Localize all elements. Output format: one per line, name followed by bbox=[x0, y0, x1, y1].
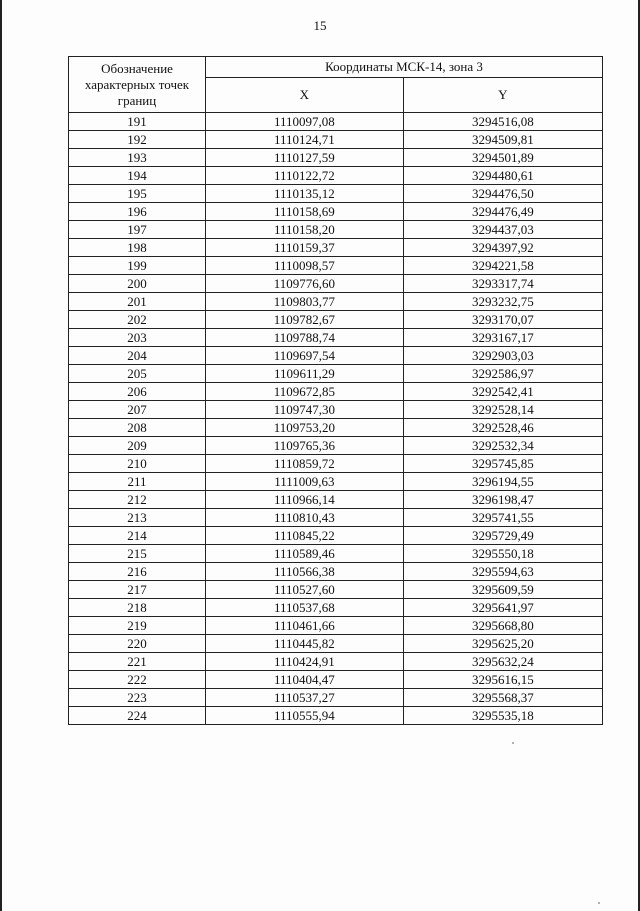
table-row bbox=[69, 383, 603, 401]
cell-y: 3296194,55 bbox=[403, 473, 602, 491]
cell-y: 3295594,63 bbox=[403, 563, 602, 581]
cell-y: 3293317,74 bbox=[403, 275, 602, 293]
cell-point-number: 210 bbox=[69, 455, 206, 473]
coordinates-table bbox=[68, 56, 603, 725]
cell-x: 1109788,74 bbox=[206, 329, 404, 347]
table-row bbox=[69, 311, 603, 329]
cell-point-number: 207 bbox=[69, 401, 206, 419]
cell-y: 3292532,34 bbox=[403, 437, 602, 455]
cell-point-number: 192 bbox=[69, 131, 206, 149]
table-row bbox=[69, 491, 603, 509]
cell-point-number: 200 bbox=[69, 275, 206, 293]
table-row bbox=[69, 653, 603, 671]
cell-x: 1109611,29 bbox=[206, 365, 404, 383]
cell-point-number: 208 bbox=[69, 419, 206, 437]
cell-x: 1110158,20 bbox=[206, 221, 404, 239]
cell-y: 3294476,49 bbox=[403, 203, 602, 221]
header-x: X bbox=[206, 78, 404, 113]
cell-x: 1109803,77 bbox=[206, 293, 404, 311]
cell-y: 3295668,80 bbox=[403, 617, 602, 635]
cell-point-number: 213 bbox=[69, 509, 206, 527]
cell-point-number: 202 bbox=[69, 311, 206, 329]
cell-point-number: 224 bbox=[69, 707, 206, 725]
cell-point-number: 198 bbox=[69, 239, 206, 257]
cell-y: 3292528,46 bbox=[403, 419, 602, 437]
table-row bbox=[69, 203, 603, 221]
cell-point-number: 218 bbox=[69, 599, 206, 617]
cell-point-number: 221 bbox=[69, 653, 206, 671]
table-row bbox=[69, 149, 603, 167]
table-row bbox=[69, 437, 603, 455]
cell-point-number: 203 bbox=[69, 329, 206, 347]
table-row bbox=[69, 401, 603, 419]
cell-x: 1110859,72 bbox=[206, 455, 404, 473]
table-row bbox=[69, 167, 603, 185]
cell-y: 3294397,92 bbox=[403, 239, 602, 257]
cell-x: 1110527,60 bbox=[206, 581, 404, 599]
table-row bbox=[69, 275, 603, 293]
cell-y: 3292528,14 bbox=[403, 401, 602, 419]
cell-point-number: 211 bbox=[69, 473, 206, 491]
table-row bbox=[69, 563, 603, 581]
cell-point-number: 195 bbox=[69, 185, 206, 203]
table-row bbox=[69, 455, 603, 473]
cell-y: 3295641,97 bbox=[403, 599, 602, 617]
cell-x: 1110097,08 bbox=[206, 113, 404, 131]
table-row bbox=[69, 365, 603, 383]
cell-point-number: 194 bbox=[69, 167, 206, 185]
cell-x: 1110135,12 bbox=[206, 185, 404, 203]
table-row bbox=[69, 239, 603, 257]
cell-y: 3295632,24 bbox=[403, 653, 602, 671]
scan-speck bbox=[512, 742, 514, 744]
cell-point-number: 205 bbox=[69, 365, 206, 383]
header-coordinate-system: Координаты МСК-14, зона 3 bbox=[206, 57, 603, 78]
table-body bbox=[69, 113, 603, 725]
cell-x: 1109765,36 bbox=[206, 437, 404, 455]
table-row bbox=[69, 473, 603, 491]
cell-y: 3295535,18 bbox=[403, 707, 602, 725]
cell-x: 1110424,91 bbox=[206, 653, 404, 671]
cell-x: 1110810,43 bbox=[206, 509, 404, 527]
cell-y: 3294480,61 bbox=[403, 167, 602, 185]
cell-x: 1110404,47 bbox=[206, 671, 404, 689]
cell-y: 3295609,59 bbox=[403, 581, 602, 599]
table-row bbox=[69, 293, 603, 311]
cell-x: 1110158,69 bbox=[206, 203, 404, 221]
cell-point-number: 196 bbox=[69, 203, 206, 221]
cell-y: 3292542,41 bbox=[403, 383, 602, 401]
cell-y: 3295550,18 bbox=[403, 545, 602, 563]
scan-edge-left bbox=[0, 0, 2, 911]
cell-y: 3292903,03 bbox=[403, 347, 602, 365]
header-row-1 bbox=[69, 57, 603, 78]
table-row bbox=[69, 671, 603, 689]
table-row bbox=[69, 419, 603, 437]
table-row bbox=[69, 185, 603, 203]
table-row bbox=[69, 689, 603, 707]
cell-x: 1110537,68 bbox=[206, 599, 404, 617]
table-row bbox=[69, 581, 603, 599]
cell-y: 3294516,08 bbox=[403, 113, 602, 131]
table-row bbox=[69, 257, 603, 275]
cell-point-number: 191 bbox=[69, 113, 206, 131]
cell-point-number: 216 bbox=[69, 563, 206, 581]
cell-y: 3295729,49 bbox=[403, 527, 602, 545]
cell-x: 1110589,46 bbox=[206, 545, 404, 563]
header-y: Y bbox=[403, 78, 602, 113]
cell-x: 1110098,57 bbox=[206, 257, 404, 275]
scan-speck bbox=[598, 902, 600, 904]
table-row bbox=[69, 599, 603, 617]
table-header bbox=[69, 57, 603, 113]
cell-point-number: 219 bbox=[69, 617, 206, 635]
cell-x: 1110461,66 bbox=[206, 617, 404, 635]
cell-point-number: 215 bbox=[69, 545, 206, 563]
cell-point-number: 222 bbox=[69, 671, 206, 689]
table-row bbox=[69, 131, 603, 149]
table-row bbox=[69, 635, 603, 653]
cell-x: 1110566,38 bbox=[206, 563, 404, 581]
table-row bbox=[69, 113, 603, 131]
cell-y: 3293232,75 bbox=[403, 293, 602, 311]
table-row bbox=[69, 509, 603, 527]
cell-point-number: 199 bbox=[69, 257, 206, 275]
table-row bbox=[69, 329, 603, 347]
cell-point-number: 206 bbox=[69, 383, 206, 401]
header-point-designation: Обозначение характерных точек границ bbox=[69, 57, 206, 113]
cell-y: 3292586,97 bbox=[403, 365, 602, 383]
page-number: 15 bbox=[313, 18, 327, 33]
cell-x: 1109747,30 bbox=[206, 401, 404, 419]
cell-point-number: 220 bbox=[69, 635, 206, 653]
cell-x: 1110966,14 bbox=[206, 491, 404, 509]
cell-x: 1110537,27 bbox=[206, 689, 404, 707]
cell-x: 1110124,71 bbox=[206, 131, 404, 149]
cell-y: 3295625,20 bbox=[403, 635, 602, 653]
cell-x: 1109776,60 bbox=[206, 275, 404, 293]
cell-x: 1110122,72 bbox=[206, 167, 404, 185]
cell-point-number: 193 bbox=[69, 149, 206, 167]
table-row bbox=[69, 347, 603, 365]
cell-x: 1109697,54 bbox=[206, 347, 404, 365]
table-row bbox=[69, 617, 603, 635]
cell-y: 3293170,07 bbox=[403, 311, 602, 329]
cell-x: 1109753,20 bbox=[206, 419, 404, 437]
cell-y: 3295616,15 bbox=[403, 671, 602, 689]
cell-point-number: 197 bbox=[69, 221, 206, 239]
cell-point-number: 201 bbox=[69, 293, 206, 311]
cell-x: 1110127,59 bbox=[206, 149, 404, 167]
cell-point-number: 212 bbox=[69, 491, 206, 509]
cell-x: 1110845,22 bbox=[206, 527, 404, 545]
table-row bbox=[69, 545, 603, 563]
table-row bbox=[69, 707, 603, 725]
cell-point-number: 217 bbox=[69, 581, 206, 599]
cell-point-number: 204 bbox=[69, 347, 206, 365]
cell-y: 3293167,17 bbox=[403, 329, 602, 347]
cell-y: 3294221,58 bbox=[403, 257, 602, 275]
cell-x: 1110555,94 bbox=[206, 707, 404, 725]
cell-y: 3294437,03 bbox=[403, 221, 602, 239]
table-row bbox=[69, 527, 603, 545]
cell-x: 1110159,37 bbox=[206, 239, 404, 257]
cell-x: 1109672,85 bbox=[206, 383, 404, 401]
cell-y: 3294476,50 bbox=[403, 185, 602, 203]
cell-point-number: 209 bbox=[69, 437, 206, 455]
cell-point-number: 214 bbox=[69, 527, 206, 545]
cell-y: 3294501,89 bbox=[403, 149, 602, 167]
table-row bbox=[69, 221, 603, 239]
cell-x: 1109782,67 bbox=[206, 311, 404, 329]
cell-point-number: 223 bbox=[69, 689, 206, 707]
cell-x: 1111009,63 bbox=[206, 473, 404, 491]
cell-y: 3295568,37 bbox=[403, 689, 602, 707]
cell-y: 3295741,55 bbox=[403, 509, 602, 527]
cell-x: 1110445,82 bbox=[206, 635, 404, 653]
cell-y: 3295745,85 bbox=[403, 455, 602, 473]
cell-y: 3294509,81 bbox=[403, 131, 602, 149]
cell-y: 3296198,47 bbox=[403, 491, 602, 509]
